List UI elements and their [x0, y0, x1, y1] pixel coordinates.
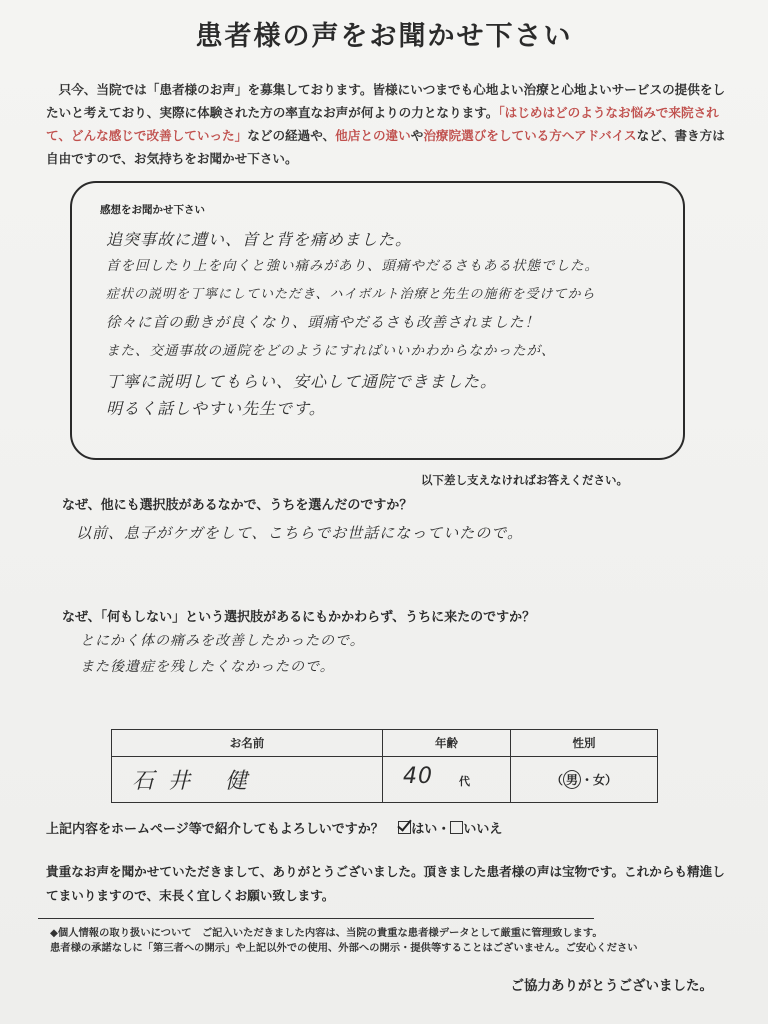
- impression-line-1: 追突事故に遭い、首と背を痛めました。: [106, 230, 413, 249]
- impression-line-4: 徐々に首の動きが良くなり、頭痛やだるさも改善されました！: [106, 315, 540, 331]
- consent-yes-checkbox[interactable]: [398, 821, 411, 834]
- age-cell: [383, 757, 511, 803]
- question-2: なぜ、「何もしない」という選択肢があるにもかかわらず、うちに来たのですか？: [62, 610, 536, 625]
- intro-text-2: などの経過や、: [247, 128, 336, 143]
- optional-note: 以下差し支えなければお答えください。: [421, 473, 628, 487]
- consent-row: [46, 818, 502, 837]
- gender-female: 女: [593, 773, 606, 787]
- intro-text-4: など、書き方は自由ですので、お気持ちをお聞かせ下さい。: [46, 128, 725, 166]
- consent-no-checkbox[interactable]: [450, 821, 463, 834]
- gender-male-circled: 男: [563, 770, 581, 789]
- gender-separator: ・: [580, 773, 593, 787]
- age-unit: 代: [459, 775, 470, 788]
- consent-no-label: いいえ: [463, 822, 503, 837]
- privacy-line-1: ◆個人情報の取り扱いについて ご記入いただきました内容は、当院の貴重な患者様データとして厳重に管理致します。: [50, 927, 603, 939]
- intro-text-3: や: [410, 128, 424, 143]
- impression-line-5: また、交通事故の通院をどのようにすればいいかわからなかったが、: [106, 343, 556, 359]
- divider: [38, 918, 594, 919]
- intro-highlight-2: 他店との違い: [335, 128, 411, 143]
- impression-line-2: 首を回したり上を向くと強い痛みがあり、頭痛やだるさもある状態でした。: [106, 258, 599, 274]
- impressions-box: [70, 181, 685, 460]
- answer-1: 以前、息子がケガをして、こちらでお世話になっていたので。: [76, 524, 523, 542]
- name-value: 石井 健: [132, 769, 261, 794]
- privacy-line-2: 患者様の承諾なしに「第三者への開示」や上記以外での使用、外部への開示・提供等することはございません。ご安心ください: [50, 942, 638, 954]
- gender-header: 性別: [511, 730, 658, 757]
- intro-highlight-1: 「はじめはどのようなお悩みで来院されて、どんな感じで改善していった」: [46, 105, 719, 143]
- intro-text-1: 只今、当院では「患者様のお声」を募集しております。皆様にいつまでも心地よい治療と心地よいサービスの提供をしたいと考えており、実際に体験された方の率直なお声が何よりの力となります。: [46, 82, 726, 120]
- closing-text: ご協力ありがとうございました。: [510, 978, 713, 994]
- intro-highlight-3: 治療院選びをしている方へアドバイス: [423, 128, 637, 143]
- age-header: 年齢: [383, 730, 511, 757]
- name-header: お名前: [112, 730, 383, 757]
- impression-line-6: 丁寧に説明してもらい、安心して通院できました。: [106, 372, 498, 391]
- consent-yes-label: はい: [411, 822, 438, 837]
- impression-line-3: 症状の説明を丁寧にしていただき、ハイボルト治療と先生の施術を受けてから: [106, 287, 596, 302]
- consent-separator: ・: [437, 822, 451, 837]
- answer-2-line-2: また後遺症を残したくなかったので。: [80, 659, 335, 675]
- thanks-paragraph: 貴重なお声を聞かせていただきまして、ありがとうございました。頂きました患者様の声は宝物です。これからも精進してまいりますので、末長く宜しくお願い致します。: [46, 864, 725, 903]
- answer-2-line-1: とにかく体の痛みを改善したかったので。: [80, 633, 365, 649]
- impressions-label: 感想をお聞かせ下さい: [100, 204, 205, 216]
- page-title: 患者様の声をお聞かせ下さい: [195, 21, 573, 52]
- gender-cell: （ 男 ・女）: [511, 757, 658, 803]
- question-1: なぜ、他にも選択肢があるなかで、うちを選んだのですか？: [62, 498, 413, 513]
- privacy-notice: [50, 926, 638, 956]
- impression-line-7: 明るく話しやすい先生です。: [106, 399, 326, 418]
- info-table: [111, 729, 658, 803]
- intro-paragraph: [46, 78, 736, 170]
- name-cell: [112, 757, 383, 803]
- age-value: 40: [403, 764, 433, 789]
- consent-question: 上記内容をホームページ等で紹介してもよろしいですか？: [46, 822, 384, 837]
